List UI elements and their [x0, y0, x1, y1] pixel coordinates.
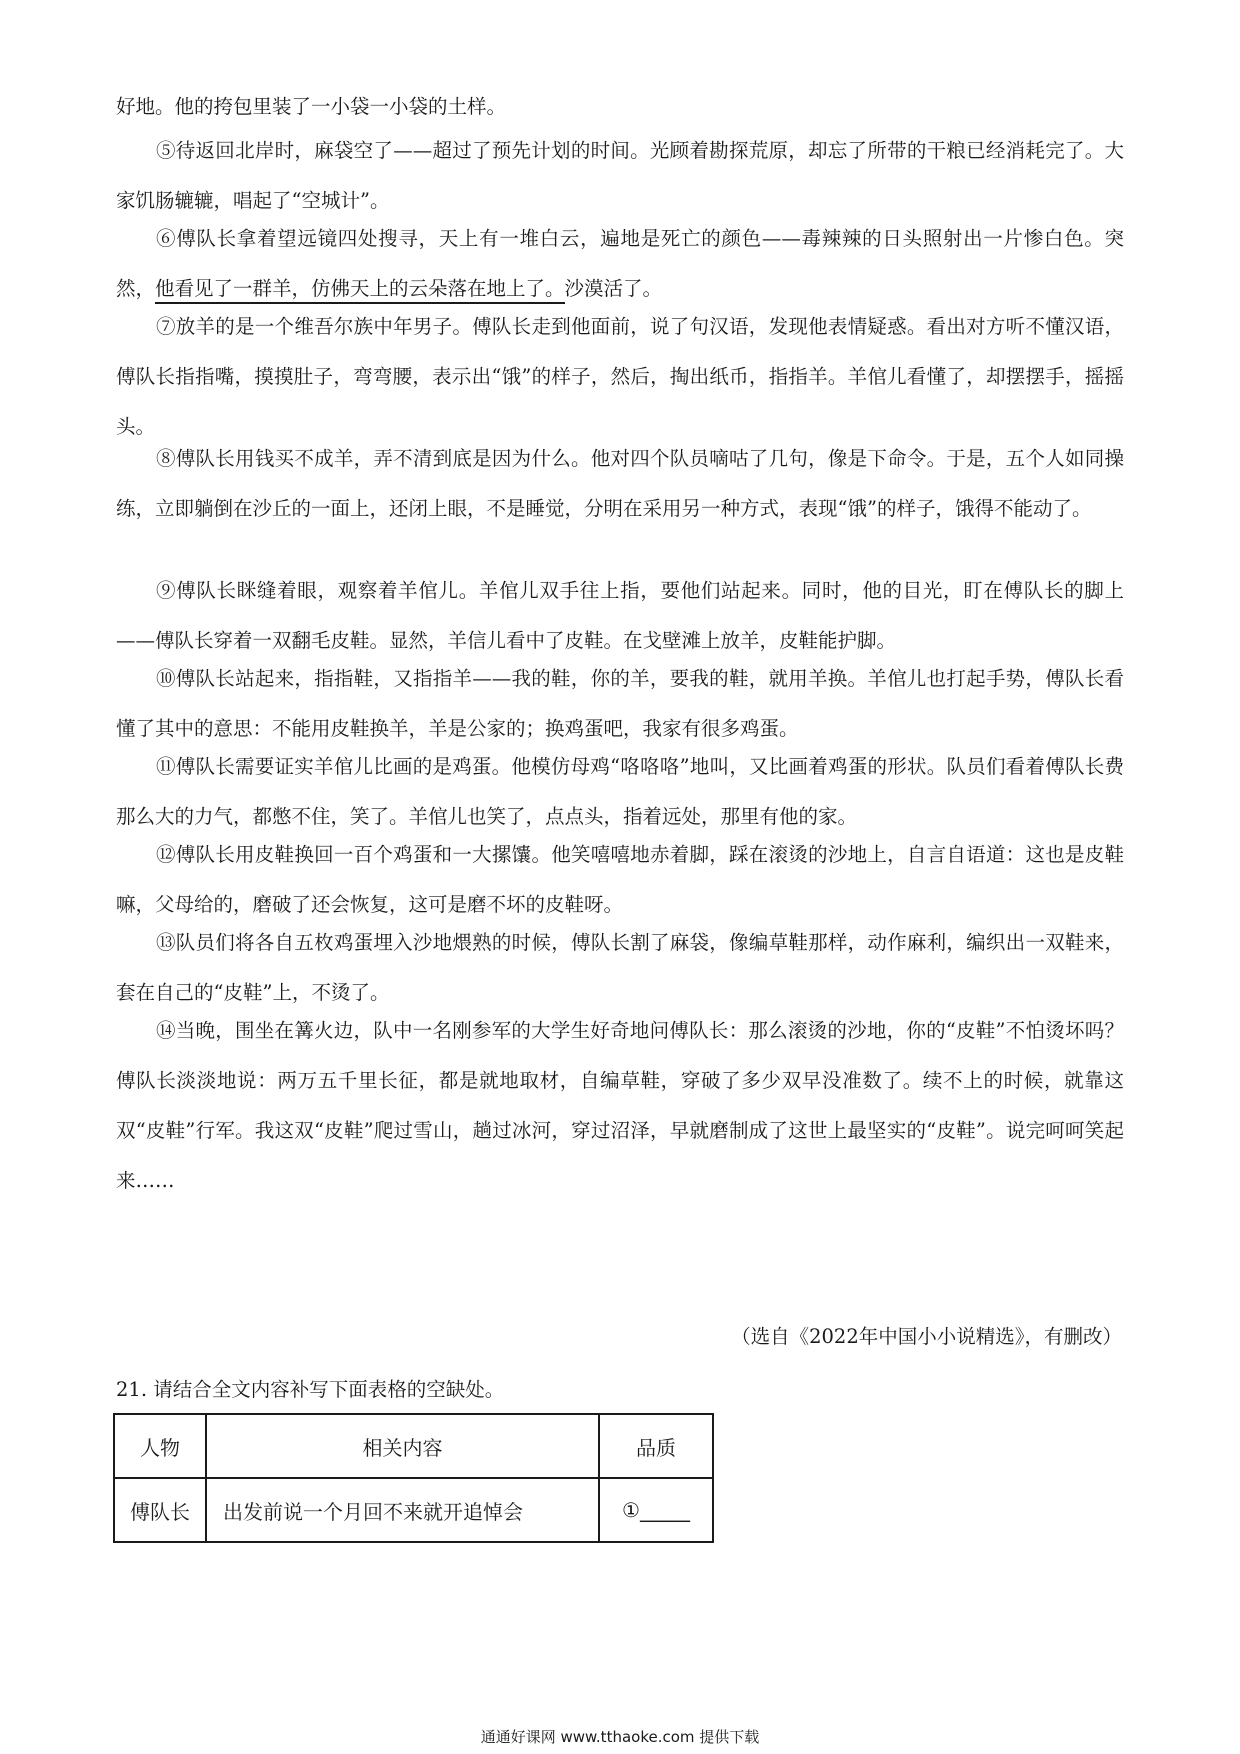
- table-row: [114, 1478, 713, 1542]
- paragraph-6: [116, 214, 1124, 314]
- cell-quality-blank[interactable]: ①_____: [599, 1478, 713, 1542]
- source-citation: （选自《2022年中国小小说精选》，有删改）: [731, 1325, 1122, 1348]
- paragraph-8: ⑧傅队长用钱买不成羊，弄不清到底是因为什么。他对四个队员嘀咕了几句，像是下命令。于是，五个人如同操练，立即躺倒在沙丘的一面上，还闭上眼，不是睡觉，分明在采用另一种方式，表现“饿”的样子，饿得不能动了。: [116, 447, 1124, 520]
- paragraph-11: ⑪傅队长需要证实羊倌儿比画的是鸡蛋。他模仿母鸡“咯咯咯”地叫，又比画着鸡蛋的形状。队员们看着傅队长费那么大的力气，都憋不住，笑了。羊倌儿也笑了，点点头，指着远处，那里有他的家。: [116, 755, 1124, 828]
- underlined-sentence: 他看见了一群羊，仿佛天上的云朵落在地上了。: [155, 277, 565, 304]
- header-content: 相关内容: [206, 1414, 599, 1478]
- table-header-row: [114, 1414, 713, 1478]
- paragraph-10: ⑩傅队长站起来，指指鞋，又指指羊——我的鞋，你的羊，要我的鞋，就用羊换。羊倌儿也打起手势，傅队长看懂了其中的意思：不能用皮鞋换羊，羊是公家的；换鸡蛋吧，我家有很多鸡蛋。: [116, 667, 1124, 740]
- question-21: 21. 请结合全文内容补写下面表格的空缺处。: [116, 1378, 505, 1401]
- header-quality: 品质: [599, 1414, 713, 1478]
- page-footer: 通通好课网 www.tthaoke.com 提供下载: [480, 1728, 760, 1746]
- paragraph-12: ⑫傅队长用皮鞋换回一百个鸡蛋和一大摞馕。他笑嘻嘻地赤着脚，踩在滚烫的沙地上，自言自语道：这也是皮鞋嘛，父母给的，磨破了还会恢复，这可是磨不坏的皮鞋呀。: [116, 843, 1124, 916]
- paragraph-5: ⑤待返回北岸时，麻袋空了——超过了预先计划的时间。光顾着勘探荒原，却忘了所带的干粮已经消耗完了。大家饥肠辘辘，唱起了“空城计”。: [116, 139, 1124, 212]
- paragraph-9: ⑨傅队长眯缝着眼，观察着羊倌儿。羊倌儿双手往上指，要他们站起来。同时，他的目光，盯在傅队长的脚上——傅队长穿着一双翻毛皮鞋。显然，羊信儿看中了皮鞋。在戈壁滩上放羊，皮鞋能护脚。: [116, 579, 1124, 652]
- cell-person: 傅队长: [114, 1478, 206, 1542]
- paragraph-6-tail: 沙漠活了。: [564, 277, 663, 300]
- answer-table: [113, 1413, 714, 1543]
- cell-content: 出发前说一个月回不来就开追悼会: [206, 1478, 599, 1542]
- header-person: 人物: [114, 1414, 206, 1478]
- paragraph-13: ⑬队员们将各自五枚鸡蛋埋入沙地煨熟的时候，傅队长割了麻袋，像编草鞋那样，动作麻利，编织出一双鞋来，套在自己的“皮鞋”上，不烫了。: [116, 931, 1124, 1004]
- paragraph-continued: 好地。他的挎包里装了一小袋一小袋的土样。: [116, 95, 507, 118]
- paragraph-6-text: ⑥傅队长拿着望远镜四处搜寻，天上有一堆白云，遍地是死亡的颜色——毒辣辣的日头照射出一片惨白色。突然，: [116, 227, 1124, 300]
- paragraph-7: ⑦放羊的是一个维吾尔族中年男子。傅队长走到他面前，说了句汉语，发现他表情疑惑。看出对方听不懂汉语，傅队长指指嘴，摸摸肚子，弯弯腰，表示出“饿”的样子，然后，掏出纸币，指指羊。羊倌儿看懂了，却摆摆手，摇摇头。: [116, 315, 1124, 438]
- paragraph-14: ⑭当晚，围坐在篝火边，队中一名刚参军的大学生好奇地问傅队长：那么滚烫的沙地，你的“皮鞋”不怕烫坏吗？傅队长淡淡地说：两万五千里长征，都是就地取材，自编草鞋，穿破了多少双早没准数了。续不上的时候，就靠这双“皮鞋”行军。我这双“皮鞋”爬过雪山，趟过冰河，穿过沼泽，早就磨制成了这世上最坚实的“皮鞋”。说完呵呵笑起来……: [116, 1019, 1124, 1192]
